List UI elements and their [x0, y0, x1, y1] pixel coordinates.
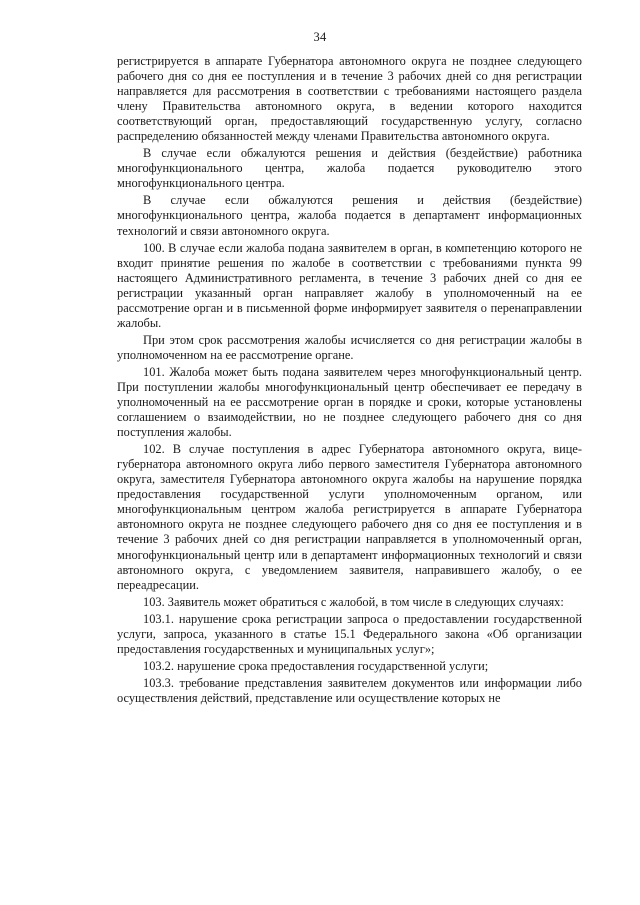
paragraph: 103.2. нарушение срока предоставления государственной услуги; [143, 658, 489, 673]
paragraph: В случае если обжалуются решения и действия (бездействие) многофункционального центра, жалоба подается в департамент информационных технологий и связи автономного округа. [117, 193, 582, 238]
paragraph: регистрируется в аппарате Губернатора автономного округа не позднее следующего рабочего дня со дня ее поступления и в течение 3 рабочих дней со дня регистрации направляется для рассмотрения в соответствии с требованиями настоящего раздела члену Правительства автономного округа, в ведении которого находится соответствующий орган, предоставляющий государственную услугу, согласно распределению обязанностей между членами Правительства автономного округа. [117, 54, 582, 144]
paragraph: 101. Жалоба может быть подана заявителем через многофункциональный центр. При поступлении жалобы многофункциональный центр обеспечивает ее передачу в уполномоченный на ее рассмотрение орган в порядке и сроки, которые установлены соглашением о взаимодействии, но не позднее следующего рабочего дня со дня поступления жалобы. [117, 364, 582, 440]
paragraph: В случае если обжалуются решения и действия (бездействие) работника многофункционального центра, жалоба подается руководителю этого многофункционального центра. [117, 146, 582, 191]
paragraph: 103. Заявитель может обратиться с жалобой, в том числе в следующих случаях: [143, 594, 564, 609]
paragraph: 103.1. нарушение срока регистрации запроса о предоставлении государственной услуги, запроса, указанного в статье 15.1 Федерального закона «Об организации предоставления государственных и муниципальных услуг»; [117, 611, 582, 656]
paragraph: 102. В случае поступления в адрес Губернатора автономного округа, вице-губернатора автономного округа либо первого заместителя Губернатора автономного округа, заместителя Губернатора автономного округа жалобы на нарушение порядка предоставления государственной услуги уполномоченным органом, или многофункциональным центром жалоба регистрируется в аппарате Губернатора автономного округа не позднее следующего рабочего дня со дня ее поступления и в течение 3 рабочих дней со дня регистрации направляется в уполномоченный орган, многофункциональный центр или в департамент информационных технологий и связи автономного округа, с уведомлением заявителя, направившего жалобу, о ее переадресации. [117, 442, 582, 592]
document-body [117, 54, 582, 708]
paragraph: 103.3. требование представления заявителем документов или информации либо осуществления действий, представление или осуществление которых не [117, 675, 582, 705]
page-number: 34 [313, 30, 327, 44]
paragraph: При этом срок рассмотрения жалобы исчисляется со дня регистрации жалобы в уполномоченном на ее рассмотрение органе. [117, 332, 582, 362]
paragraph: 100. В случае если жалоба подана заявителем в орган, в компетенцию которого не входит принятие решения по жалобе в соответствии с требованиями пункта 99 настоящего Административного регламента, в течение 3 рабочих дней со дня ее регистрации указанный орган направляет жалобу в уполномоченный на ее рассмотрение орган и в письменной форме информирует заявителя о перенаправлении жалобы. [117, 240, 582, 330]
